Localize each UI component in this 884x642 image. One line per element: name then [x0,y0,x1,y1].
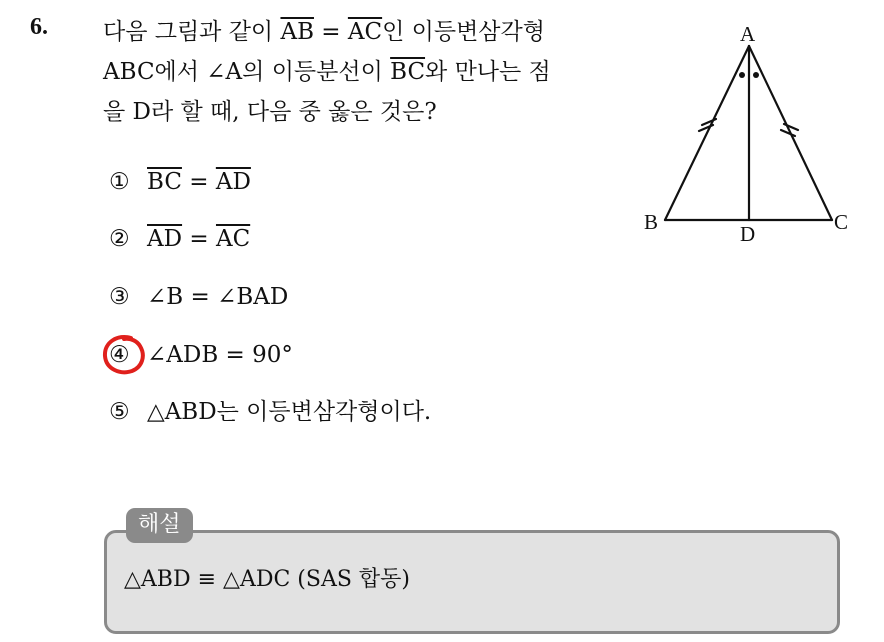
stem-line-2: ABC에서 ∠A의 이등분선이 $\overline{BC}$와 만나는 점 [103,59,551,85]
choice-2[interactable]: ② $\overline{AD} = \overline{AC}$ [109,226,251,252]
choice-segment-right: $\overline{AD}$ [215,169,251,195]
tick-ac-2 [781,130,795,136]
tick-ac-1 [784,124,798,130]
stem-line-1: 다음 그림과 같이 $\overline{AB} = \overline{AC}$인 이등변삼각형 [103,19,545,45]
choice-segment-left: $\overline{BC}$ [147,169,182,195]
choice-3[interactable] [109,282,288,312]
choice-marker: ③ [109,284,130,310]
choice-text: △ABD는 이등변삼각형이다. [147,399,432,425]
choice-text: ∠ADB = 90° [147,342,293,368]
choice-segment-left: $\overline{AD}$ [147,226,183,252]
side-ab [665,46,749,220]
segment-bc: $\overline{BC}$ [390,59,426,85]
choice-marker: ① [109,169,130,195]
solution-tag: 해설 [126,508,193,543]
choice-segment-right: $\overline{AC}$ [215,226,251,252]
tick-ab-1 [699,125,713,131]
question-number: 6. [30,14,48,40]
question-stem [103,12,623,132]
segment-ab: $\overline{AB}$ [280,19,314,45]
choice-5[interactable] [109,397,431,427]
tick-ab-2 [702,119,716,125]
label-c: C [834,210,849,234]
label-d: D [740,222,756,246]
answer-circle-icon [100,332,148,378]
choice-text: ∠B = ∠BAD [147,284,289,310]
solution-text: △ABD ≡ △ADC (SAS 합동) [124,567,410,592]
segment-ac: $\overline{AC}$ [347,19,383,45]
triangle-figure [636,18,866,248]
label-b: B [644,210,659,234]
stem-line-3: 을 D라 할 때, 다음 중 옳은 것은? [103,99,437,125]
choice-marker: ② [109,226,130,252]
choice-marker: ④ [109,342,130,368]
choice-marker: ⑤ [109,399,130,425]
choice-1[interactable]: ① $\overline{BC} = \overline{AD}$ [109,169,251,195]
angle-dot-left [739,72,745,78]
angle-dot-right [753,72,759,78]
label-a: A [740,22,756,46]
